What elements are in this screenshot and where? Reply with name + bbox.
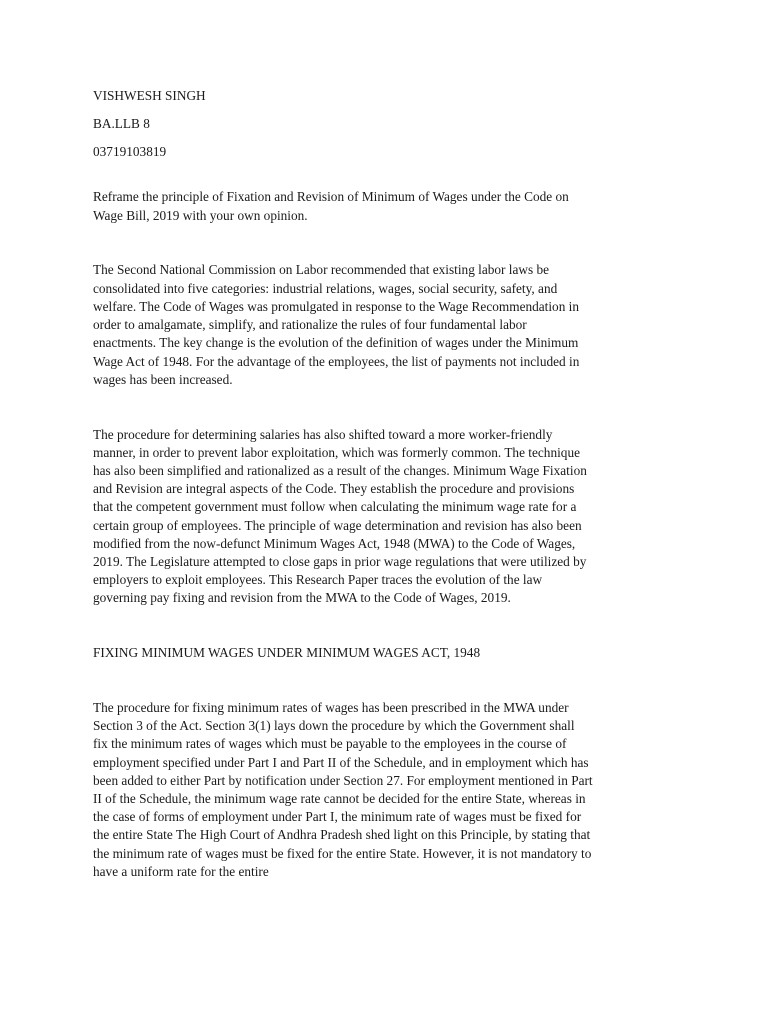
paragraph-intro — [93, 261, 678, 388]
paragraph-line: the entire State The High Court of Andhra Pradesh shed light on this Principle, by stating that — [93, 827, 591, 843]
paragraph-line: The procedure for determining salaries has also shifted toward a more worker-friendly — [93, 426, 553, 442]
paragraph-line: modified from the now-defunct Minimum Wages Act, 1948 (MWA) to the Code of Wages, — [93, 535, 576, 551]
paragraph-line: The procedure for fixing minimum rates of wages has been prescribed in the MWA under — [93, 699, 569, 715]
paragraph-line: employers to exploit employees. This Research Paper traces the evolution of the law — [93, 572, 543, 588]
paragraph-line: wages has been increased. — [93, 371, 233, 387]
paragraph-line: been added to either Part by notification under Section 27. For employment mentioned in Part — [93, 772, 593, 788]
paragraph-line: fix the minimum rates of wages which must be payable to the employees in the course of — [93, 736, 567, 752]
prompt-line: Wage Bill, 2019 with your own opinion. — [93, 207, 308, 223]
paragraph-line: enactments. The key change is the evolution of the definition of wages under the Minimum — [93, 335, 579, 351]
paragraph-section — [93, 699, 678, 881]
paragraph-line: 2019. The Legislature attempted to close gaps in prior wage regulations that were utilized by — [93, 553, 587, 569]
paragraph-line: certain group of employees. The principle of wage determination and revision has also been — [93, 517, 582, 533]
paragraph-line: Section 3 of the Act. Section 3(1) lays down the procedure by which the Government shall — [93, 718, 575, 734]
paragraph-line: Wage Act of 1948. For the advantage of the employees, the list of payments not included in — [93, 353, 580, 369]
paragraph-line: employment specified under Part I and Part II of the Schedule, and in employment which has — [93, 754, 589, 770]
paragraph-line: the case of forms of employment under Part I, the minimum rate of wages must be fixed for — [93, 809, 582, 825]
paragraph-line: have a uniform rate for the entire — [93, 863, 269, 879]
prompt-line: Reframe the principle of Fixation and Revision of Minimum of Wages under the Code on — [93, 189, 569, 205]
paragraph-line: II of the Schedule, the minimum wage rate cannot be decided for the entire State, whereas in — [93, 790, 586, 806]
section-heading: FIXING MINIMUM WAGES UNDER MINIMUM WAGES ACT, 1948 — [93, 645, 481, 661]
paragraph-line: manner, in order to prevent labor exploitation, which was formerly common. The technique — [93, 444, 580, 460]
paragraph-line: and Revision are integral aspects of the Code. They establish the procedure and provisions — [93, 481, 575, 497]
assignment-prompt — [93, 188, 678, 224]
document-content — [93, 87, 678, 918]
paragraph-line: consolidated into five categories: industrial relations, wages, social security, safety, and — [93, 280, 558, 296]
paragraph-line: The Second National Commission on Labor recommended that existing labor laws be — [93, 262, 550, 278]
paragraph-line: governing pay fixing and revision from the MWA to the Code of Wages, 2019. — [93, 590, 511, 606]
paragraph-line: has also been simplified and rationalized as a result of the changes. Minimum Wage Fixation — [93, 462, 587, 478]
author-id: 03719103819 — [93, 143, 167, 159]
author-course: BA.LLB 8 — [93, 115, 150, 131]
paragraph-procedure — [93, 426, 678, 608]
paragraph-line: welfare. The Code of Wages was promulgated in response to the Wage Recommendation in — [93, 298, 580, 314]
paragraph-line: order to amalgamate, simplify, and rationalize the rules of four fundamental labor — [93, 317, 527, 333]
paragraph-line: the minimum rate of wages must be fixed for the entire State. However, it is not mandatory to — [93, 845, 592, 861]
author-name: VISHWESH SINGH — [93, 88, 206, 103]
paragraph-line: that the competent government must follow when calculating the minimum wage rate for a — [93, 499, 577, 515]
